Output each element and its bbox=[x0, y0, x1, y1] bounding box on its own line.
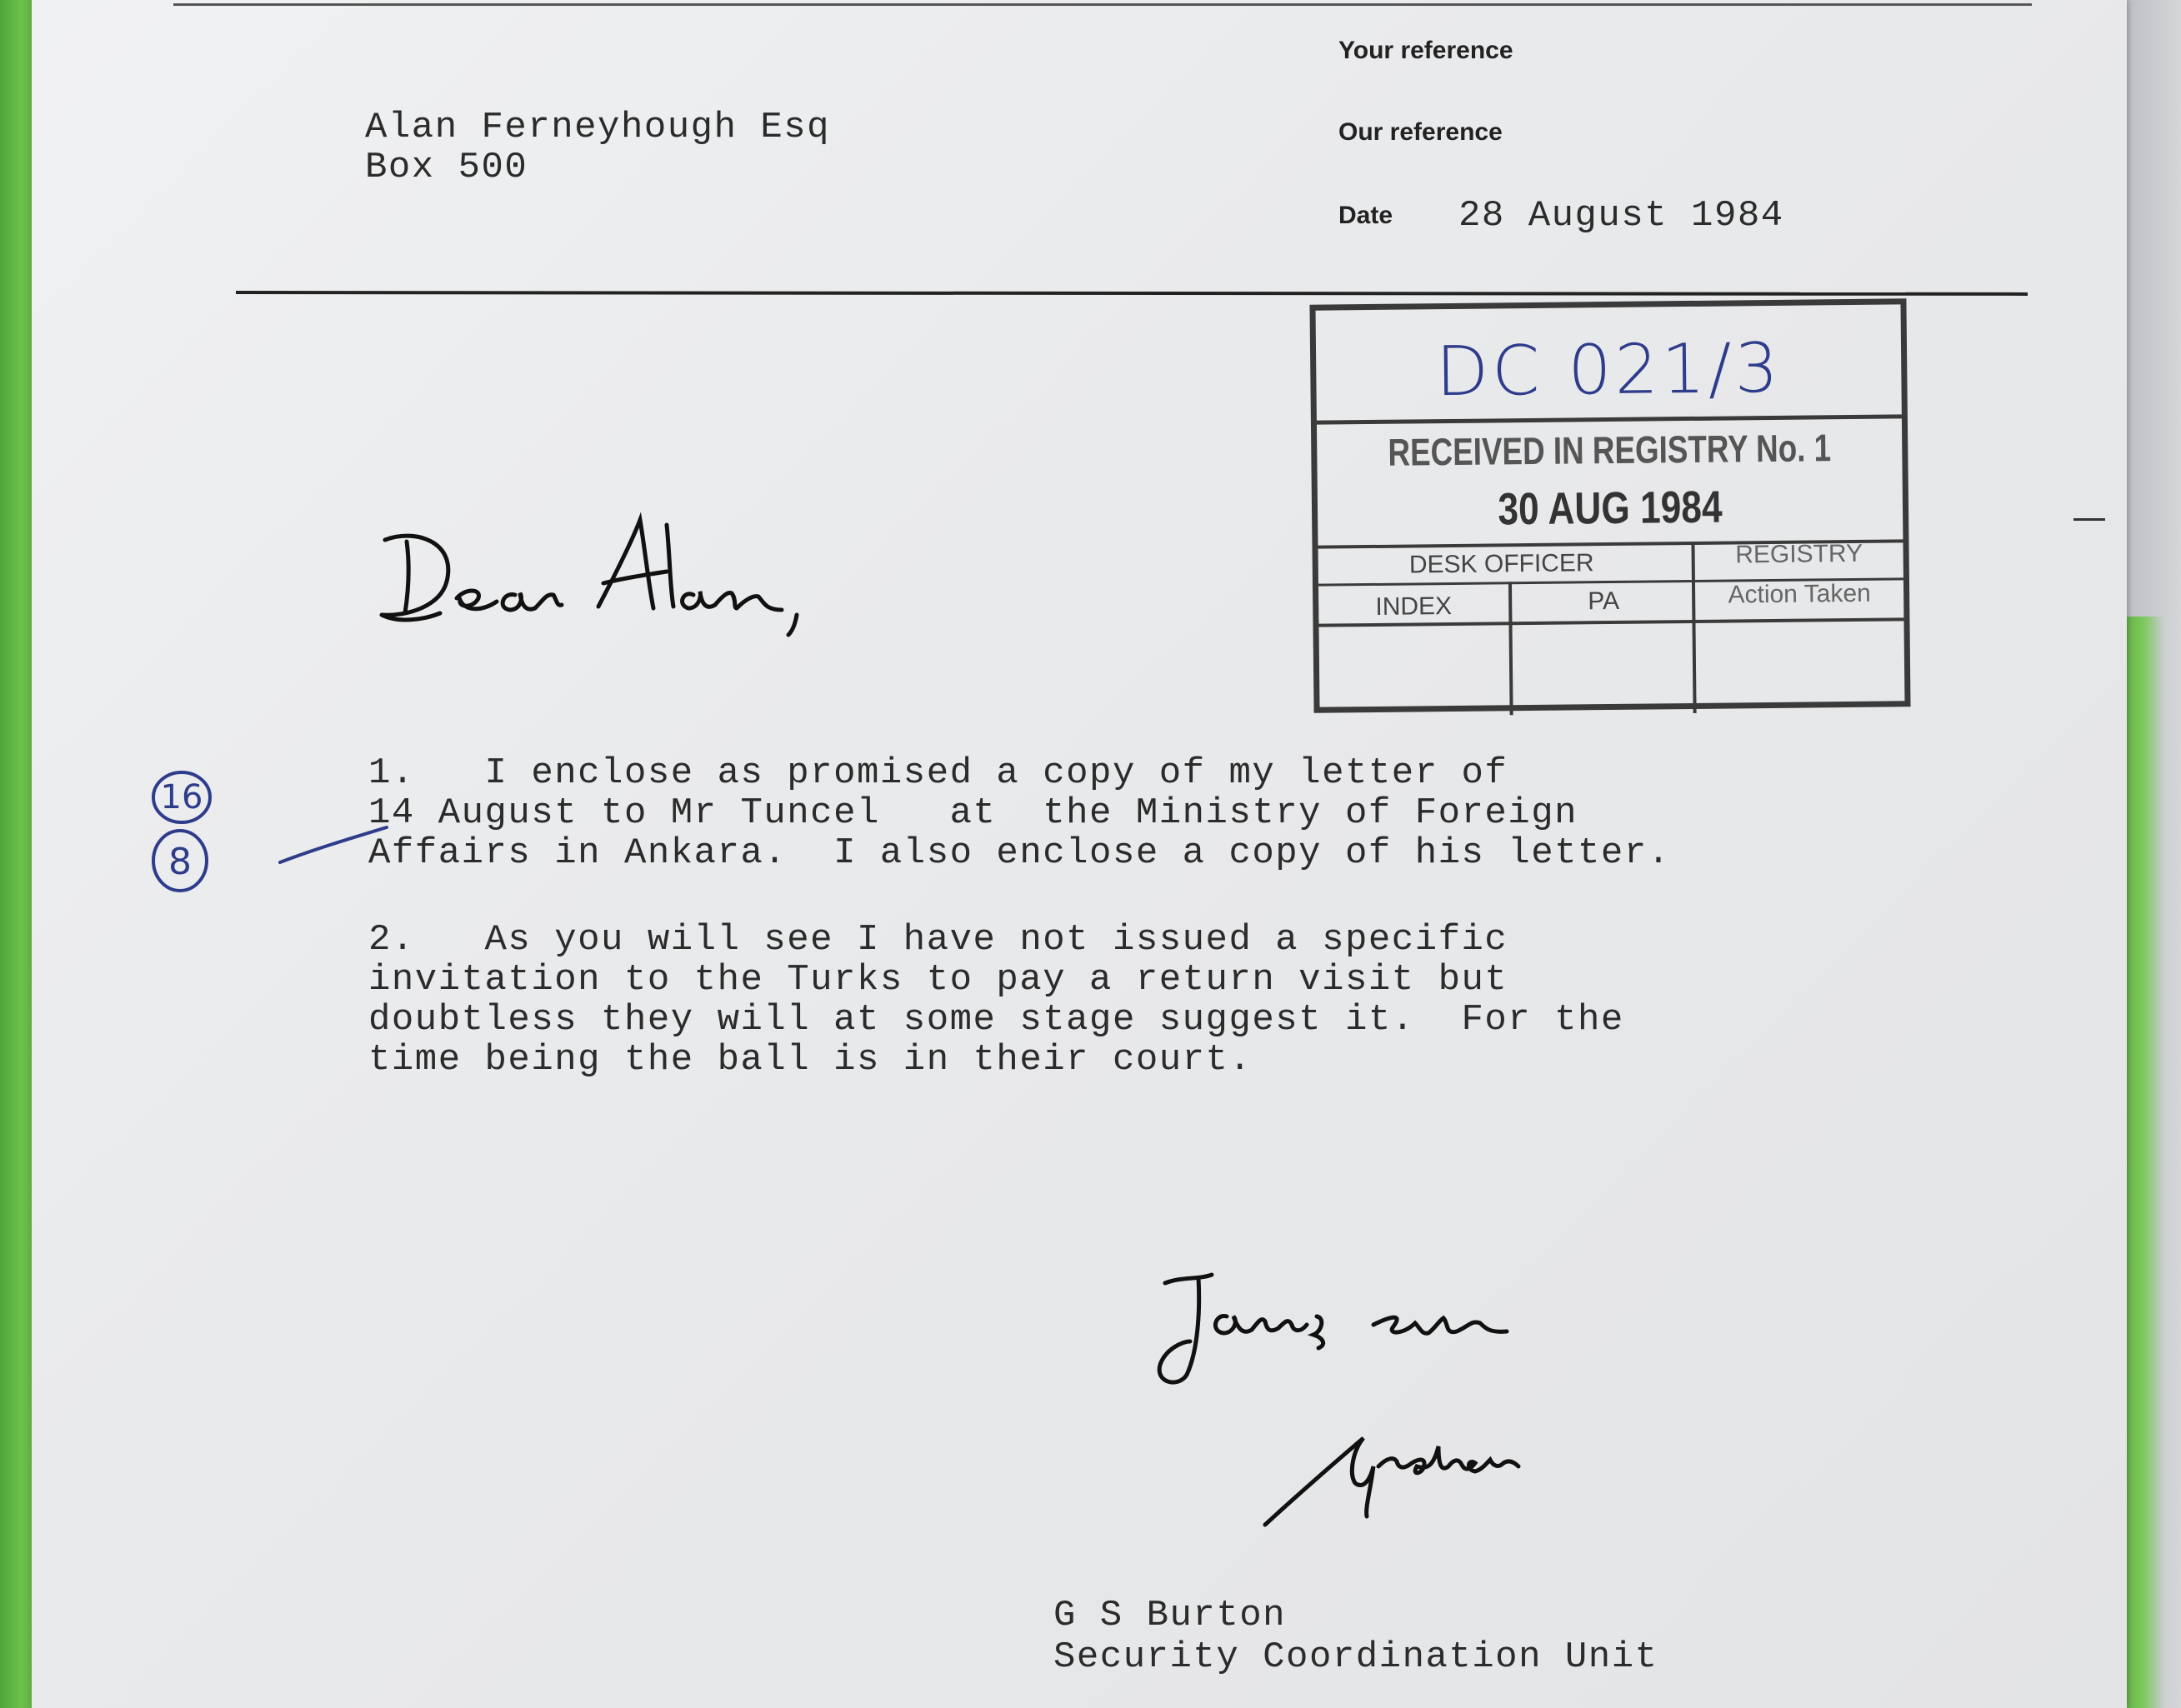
margin-note-8: 8 bbox=[168, 841, 192, 883]
desk-officer-label: DESK OFFICER bbox=[1408, 549, 1594, 579]
paragraph-1-line: 1. I enclose as promised a copy of my letter of bbox=[368, 752, 1508, 794]
header-divider bbox=[236, 291, 2028, 296]
margin-mark bbox=[2073, 518, 2105, 521]
top-rule bbox=[173, 3, 2032, 6]
margin-note-16: 16 bbox=[160, 778, 203, 817]
index-label: INDEX bbox=[1375, 592, 1453, 621]
body-paragraph-2 bbox=[368, 920, 1624, 1080]
paragraph-1-line: Affairs in Ankara. I also enclose a copy of his letter. bbox=[368, 832, 1671, 874]
paragraph-2-line: time being the ball is in their court. bbox=[368, 1039, 1253, 1081]
registry-label: REGISTRY bbox=[1735, 539, 1863, 569]
paragraph-1-line: 14 August to Mr Tuncel at the Ministry of Foreign bbox=[368, 792, 1578, 834]
signatory-name: G S Burton bbox=[1053, 1595, 1287, 1636]
signature-handwriting bbox=[1257, 1400, 1590, 1533]
your-reference-label: Your reference bbox=[1338, 37, 1513, 64]
date-label: Date bbox=[1338, 202, 1393, 229]
date-value: 28 August 1984 bbox=[1458, 195, 1784, 237]
action-taken-label: Action Taken bbox=[1728, 579, 1871, 609]
paragraph-2-line: 2. As you will see I have not issued a specific bbox=[368, 919, 1508, 961]
signature-text: Graham bbox=[1257, 1400, 1260, 1401]
body-paragraph-1 bbox=[368, 753, 1671, 873]
our-reference-label: Our reference bbox=[1338, 118, 1503, 146]
received-date: 30 AUG 1984 bbox=[1498, 482, 1723, 535]
paragraph-2-line: invitation to the Turks to pay a return visit but bbox=[368, 959, 1508, 1001]
recipient-address: Box 500 bbox=[365, 147, 528, 188]
paragraph-2-line: doubtless they will at some stage suggest it. For the bbox=[368, 999, 1624, 1041]
margin-notes bbox=[140, 762, 407, 904]
salutation-handwriting bbox=[357, 508, 823, 650]
salutation-text: Dear Alan, bbox=[357, 508, 363, 509]
recipient-name: Alan Ferneyhough Esq bbox=[365, 107, 831, 148]
pa-label: PA bbox=[1588, 587, 1620, 616]
letter-page bbox=[32, 0, 2127, 1708]
signatory-unit: Security Coordination Unit bbox=[1053, 1636, 1658, 1678]
closing-text: Yours ever bbox=[1140, 1258, 1146, 1259]
received-in-registry: RECEIVED IN REGISTRY No. 1 bbox=[1388, 426, 1832, 474]
registry-stamp bbox=[1309, 298, 1910, 712]
closing-handwriting bbox=[1140, 1258, 1607, 1400]
file-reference: DC 021/3 bbox=[1435, 328, 1783, 412]
